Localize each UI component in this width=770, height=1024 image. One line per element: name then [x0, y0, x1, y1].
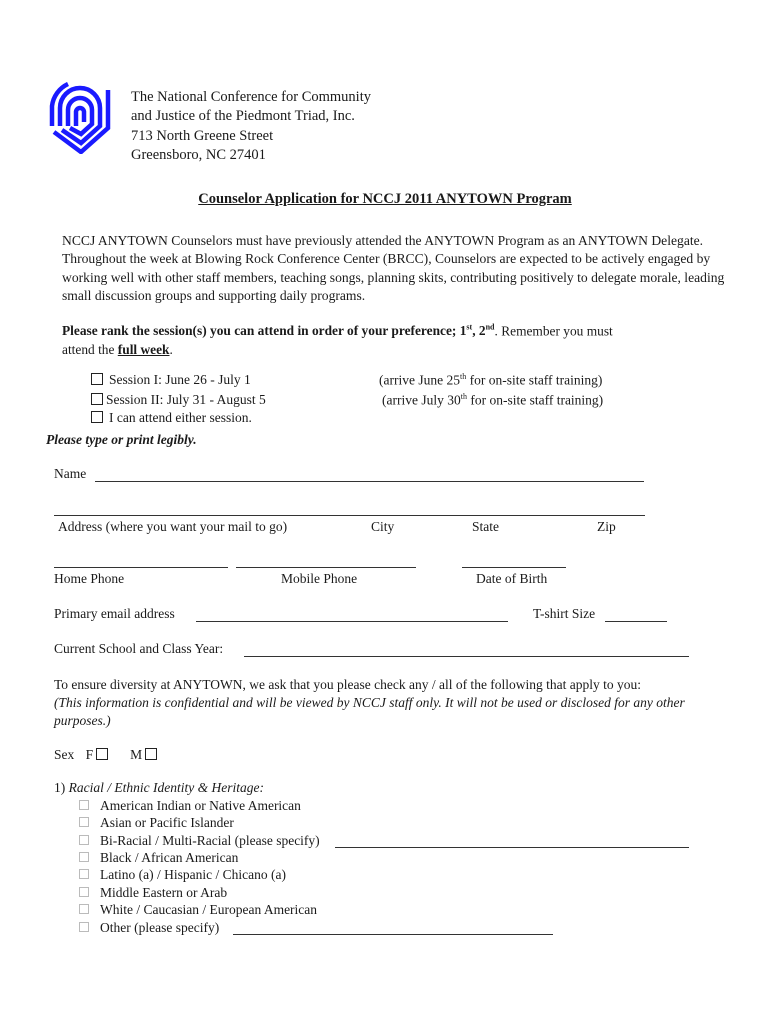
- rank-instructions: [62, 319, 732, 359]
- name-input-line[interactable]: [95, 481, 644, 482]
- option-label: White / Caucasian / European American: [100, 902, 318, 917]
- option-label: American Indian or Native American: [100, 798, 301, 813]
- intro-paragraph: NCCJ ANYTOWN Counselors must have previously attended the ANYTOWN Program as an ANYTOWN Delegate. Throughout the week at Blowing Rock Conference Center (BRCC), Counselors are expected to be actively engaged by working well with other staff members, teaching songs, planning skits, contributing positively to delegate morale, leading small discussion groups and supporting daily programs.: [62, 233, 725, 304]
- race-option-white[interactable]: [79, 902, 317, 918]
- option-label: Latino (a) / Hispanic / Chicano (a): [100, 867, 286, 882]
- home-phone-label: Home Phone: [54, 571, 125, 586]
- org-address-line2: Greensboro, NC 27401: [131, 146, 266, 163]
- checkbox[interactable]: [79, 922, 89, 932]
- checkbox[interactable]: [79, 800, 89, 810]
- race-option-middle-eastern[interactable]: [79, 885, 227, 901]
- session-1-arrive-text: (arrive June 25: [379, 372, 460, 388]
- checkbox-sex-m[interactable]: [145, 748, 157, 760]
- option-label: Bi-Racial / Multi-Racial (please specify): [100, 833, 320, 848]
- q1-number: 1): [54, 780, 66, 795]
- sex-m-label: M: [130, 747, 143, 762]
- mobile-phone-input-line[interactable]: [236, 567, 416, 568]
- session-2-label: Session II: July 31 - August 5: [106, 392, 266, 407]
- option-label: Middle Eastern or Arab: [100, 885, 228, 900]
- session-1-arrive: [379, 372, 602, 389]
- nccj-logo-icon: [48, 82, 114, 154]
- org-address-line1: 713 North Greene Street: [131, 127, 274, 144]
- session-1-label: Session I: June 26 - July 1: [109, 372, 251, 387]
- checkbox-sex-f[interactable]: [96, 748, 108, 760]
- rank-comma: , 2: [472, 323, 486, 339]
- checkbox[interactable]: [79, 904, 89, 914]
- checkbox[interactable]: [79, 835, 89, 845]
- rank-period: .: [169, 341, 173, 357]
- diversity-intro: To ensure diversity at ANYTOWN, we ask that you please check any / all of the following that apply to you:: [54, 677, 642, 692]
- checkbox-session-1[interactable]: [91, 373, 103, 385]
- tshirt-label: T-shirt Size: [533, 606, 596, 621]
- sex-f-label: F: [85, 747, 94, 762]
- checkbox[interactable]: [79, 887, 89, 897]
- name-label: Name: [54, 466, 87, 481]
- race-option-asian[interactable]: [79, 815, 234, 831]
- rank-line2: attend the: [62, 341, 118, 357]
- page-title: Counselor Application for NCCJ 2011 ANYTOWN Program: [198, 191, 572, 207]
- session-either-option[interactable]: [91, 410, 252, 426]
- confidential-note: (This information is confidential and will be viewed by NCCJ staff only. It will not be used or disclosed for any other purposes.): [54, 695, 685, 728]
- email-label: Primary email address: [54, 606, 175, 621]
- email-input-line[interactable]: [196, 621, 508, 622]
- session-1-option[interactable]: [91, 372, 251, 388]
- school-input-line[interactable]: [244, 656, 689, 657]
- session-2-arrive-text: (arrive July 30: [382, 392, 461, 408]
- dob-input-line[interactable]: [462, 567, 566, 568]
- sup-th: th: [459, 372, 467, 381]
- other-specify-line[interactable]: [233, 934, 553, 935]
- address-input-line[interactable]: [54, 515, 645, 516]
- checkbox[interactable]: [79, 869, 89, 879]
- org-header: [131, 88, 371, 165]
- session-2-option[interactable]: [91, 392, 266, 408]
- session-2-arrive-post: for on-site staff training): [466, 392, 604, 408]
- session-2-arrive: [382, 392, 603, 409]
- biracial-specify-line[interactable]: [335, 847, 689, 848]
- q1-heading: [54, 780, 264, 796]
- option-label: Other (please specify): [100, 920, 220, 935]
- checkbox[interactable]: [79, 817, 89, 827]
- dob-label: Date of Birth: [476, 571, 548, 586]
- checkbox-either-session[interactable]: [91, 411, 103, 423]
- race-option-american-indian[interactable]: [79, 798, 301, 814]
- org-name-line2: and Justice of the Piedmont Triad, Inc.: [131, 108, 355, 125]
- sup-th: th: [460, 392, 467, 401]
- checkbox[interactable]: [79, 852, 89, 862]
- rank-rest: . Remember you must: [494, 323, 613, 339]
- either-session-label: I can attend either session.: [109, 410, 252, 425]
- race-option-latino[interactable]: [79, 867, 286, 883]
- sup-nd: nd: [485, 323, 495, 332]
- org-name-line1: The National Conference for Community: [131, 89, 371, 105]
- address-label: Address (where you want your mail to go): [58, 519, 288, 534]
- home-phone-input-line[interactable]: [54, 567, 228, 568]
- sup-st: st: [466, 323, 473, 332]
- race-option-other[interactable]: [79, 920, 219, 936]
- tshirt-input-line[interactable]: [605, 621, 667, 622]
- school-label: Current School and Class Year:: [54, 641, 224, 656]
- option-label: Black / African American: [100, 850, 239, 865]
- sex-row: [54, 747, 163, 763]
- session-1-arrive-post: for on-site staff training): [466, 372, 603, 388]
- zip-label: Zip: [597, 519, 616, 534]
- legibly-note: Please type or print legibly.: [46, 432, 197, 447]
- checkbox-session-2[interactable]: [91, 393, 103, 405]
- full-week-emphasis: full week: [117, 341, 170, 357]
- city-label: City: [371, 519, 395, 534]
- q1-label: Racial / Ethnic Identity & Heritage:: [68, 780, 264, 795]
- race-option-black[interactable]: [79, 850, 238, 866]
- rank-bold-text: Please rank the session(s) you can attend in order of your preference; 1: [62, 323, 467, 339]
- mobile-phone-label: Mobile Phone: [281, 571, 358, 586]
- sex-label: Sex: [54, 747, 75, 762]
- state-label: State: [472, 519, 499, 534]
- option-label: Asian or Pacific Islander: [100, 815, 234, 830]
- race-option-biracial[interactable]: [79, 833, 320, 849]
